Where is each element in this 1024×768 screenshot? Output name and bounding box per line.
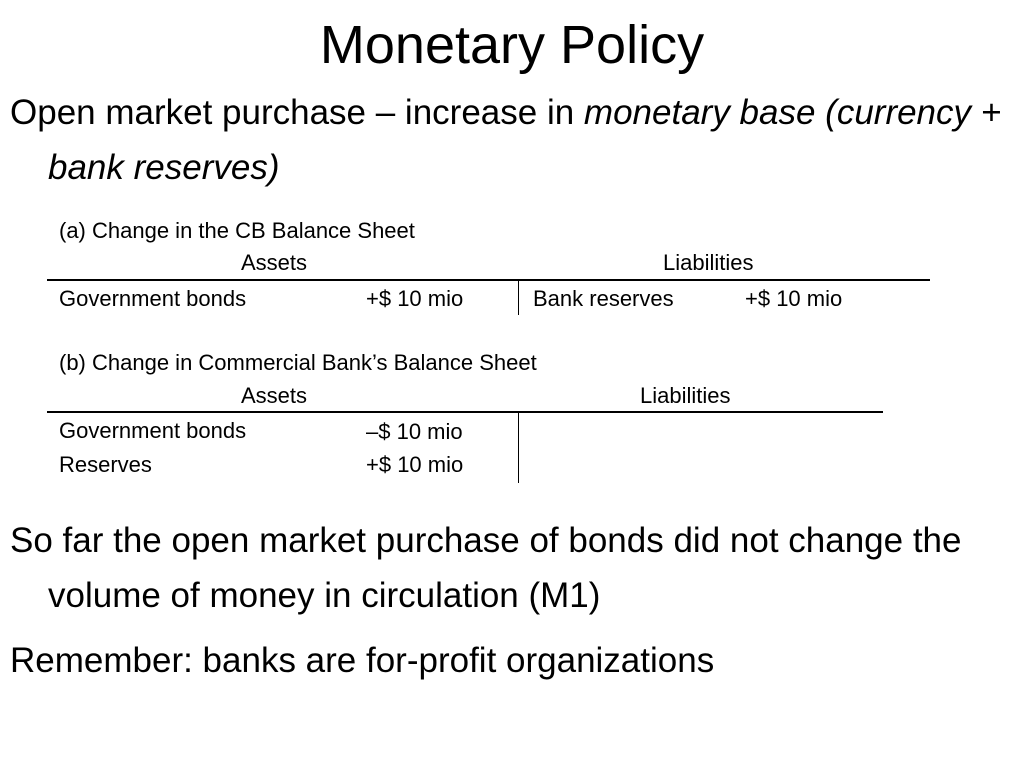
bank-balance-sheet-caption: (b) Change in Commercial Bank’s Balance Sheet — [59, 350, 537, 375]
bullet-text: Open market purchase – increase in — [10, 93, 584, 132]
bank-asset-label: Government bonds — [59, 418, 247, 443]
bullet-open-market-purchase — [10, 85, 1024, 195]
bullet-banks-for-profit: Remember: banks are for-profit organizations — [10, 641, 715, 680]
bank-asset-value: –$ 10 mio — [366, 419, 463, 444]
bullet-emphasis: monetary base (currency + bank reserves) — [48, 93, 1002, 187]
cb-assets-header: Assets — [241, 250, 308, 275]
cb-liability-value: +$ 10 mio — [745, 286, 843, 311]
bank-liabilities-header: Liabilities — [640, 383, 731, 408]
cb-asset-label: Government bonds — [59, 286, 247, 311]
cb-header-rule — [47, 279, 930, 281]
cb-balance-sheet-caption: (a) Change in the CB Balance Sheet — [59, 218, 415, 243]
slide-title: Monetary Policy — [319, 15, 705, 75]
cb-liabilities-header: Liabilities — [663, 250, 754, 275]
bullet-m1-unchanged: So far the open market purchase of bonds did not change the volume of money in circulation (M1) — [10, 521, 962, 615]
cb-t-account-divider — [518, 281, 519, 315]
bank-asset-value: +$ 10 mio — [366, 452, 464, 477]
bank-t-account-divider — [518, 413, 519, 483]
bank-assets-header: Assets — [241, 383, 308, 408]
cb-asset-value: +$ 10 mio — [366, 286, 464, 311]
bank-asset-label: Reserves — [59, 452, 152, 477]
cb-liability-label: Bank reserves — [533, 286, 674, 311]
bank-header-rule — [47, 411, 883, 413]
